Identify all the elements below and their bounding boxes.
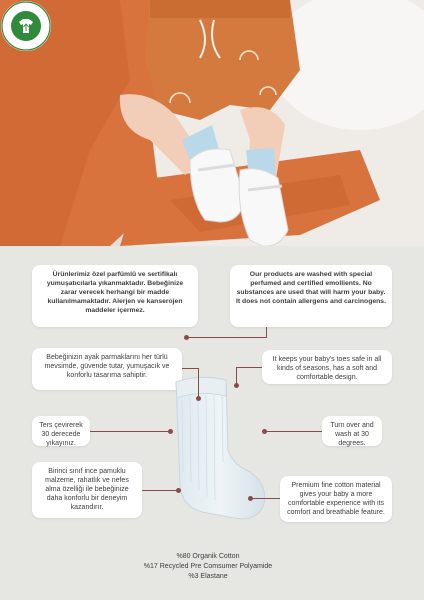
- en-cotton-box: [280, 476, 392, 522]
- connector-dot: [248, 496, 253, 501]
- en-washed-box: [230, 265, 392, 327]
- composition-block: [108, 552, 308, 582]
- composition-line-cotton: %80 Organik Cotton: [176, 553, 240, 560]
- connector-line: [198, 368, 199, 398]
- connector-dot: [234, 383, 239, 388]
- composition-line-elastane: %3 Elastane: [188, 573, 228, 580]
- baby-photo-illustration: [0, 0, 424, 246]
- connector-line: [182, 368, 198, 369]
- connector-line: [236, 367, 262, 368]
- tr-washed-text: Ürünlerimiz özel parfümlü ve sertifikalı yumuşatıcılarla yıkanmaktadır. Bebeğinize zarar verecek herhangi bir madde kullanılmamaktadır. Alerjen ve kanserojen maddeler içermez.: [46, 271, 184, 314]
- en-cotton-text: Premium fine cotton material gives your baby a more comfortable experience with its comfort and breathable feature.: [287, 482, 385, 516]
- tr-washed-box: [32, 265, 198, 327]
- gots-badge-icon: [0, 0, 52, 52]
- connector-line: [266, 327, 267, 338]
- en-washed-text: Our products are washed with special perfumed and certified emollients. No substances are used that will harm your baby. It does not contain allergens and carcinogens.: [236, 271, 386, 305]
- connector-dot: [168, 429, 173, 434]
- connector-dot: [184, 335, 189, 340]
- connector-line: [250, 498, 280, 499]
- connector-line: [186, 337, 266, 338]
- tr-wash-box: [32, 416, 90, 446]
- en-wash-text: Turn over and wash at 30 degrees.: [330, 422, 374, 447]
- en-wash-box: [322, 416, 382, 446]
- composition-line-polyamide: %17 Recycled Pre Comsumer Polyamide: [143, 563, 273, 570]
- connector-dot: [176, 488, 181, 493]
- tr-cotton-text: Birinci sınıf ince pamuklu malzeme, rahatlık ve nefes alma özelliği ile bebeğinize daha konforlu bir deneyim kazandırır.: [45, 468, 129, 511]
- connector-dot: [262, 429, 267, 434]
- tr-toes-box: [32, 348, 182, 390]
- tr-toes-text: Bebeğinizin ayak parmaklarını her türlü mevsimde, güvende tutar, yumuşacık ve konforlu tasarıma sahiptir.: [44, 354, 170, 379]
- tr-cotton-box: [32, 462, 142, 518]
- connector-line: [142, 490, 178, 491]
- tr-wash-text: Ters çevirerek 30 derecede yıkayınız.: [39, 422, 83, 447]
- en-toes-text: It keeps your baby's toes safe in all kinds of seasons, has a soft and comfortable design.: [272, 356, 382, 381]
- sock-image: [162, 372, 272, 522]
- connector-line: [90, 431, 170, 432]
- product-photo: [0, 0, 424, 246]
- connector-line: [264, 431, 322, 432]
- en-toes-box: [262, 350, 392, 384]
- connector-dot: [196, 396, 201, 401]
